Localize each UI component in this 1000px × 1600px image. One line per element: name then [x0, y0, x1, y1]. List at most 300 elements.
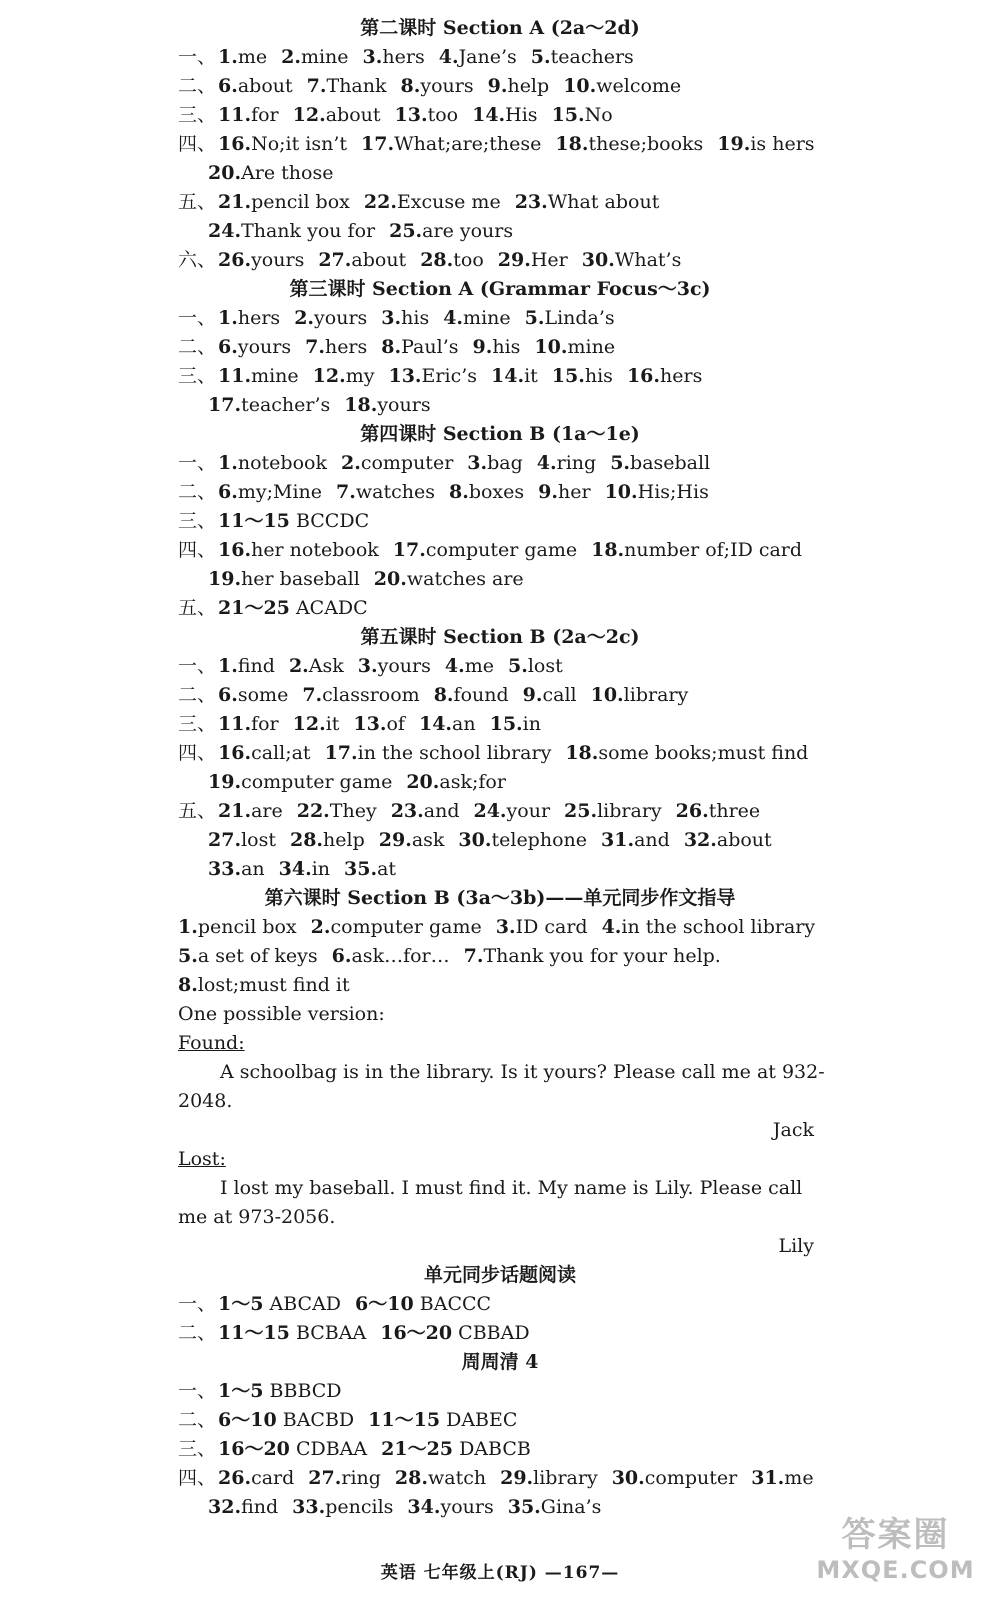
- question-number: 33.: [292, 1496, 326, 1518]
- answer-item: [218, 75, 293, 97]
- answer-text: is hers: [750, 133, 815, 155]
- answer-item: [591, 539, 802, 561]
- answer-item: [218, 191, 350, 213]
- answer-item: [361, 133, 541, 155]
- page-footer: 英语 七年级上(RJ) —167—: [380, 1563, 620, 1583]
- question-number: 16.: [218, 539, 252, 561]
- answer-text: hers: [237, 307, 281, 329]
- question-number: 18.: [555, 133, 589, 155]
- answer-item: [311, 916, 482, 938]
- question-number: 15.: [551, 365, 585, 387]
- answer-text: BACCC: [419, 1293, 492, 1315]
- answer-text: card: [251, 1467, 295, 1489]
- question-number: 7.: [305, 336, 325, 358]
- question-number: 6.: [331, 945, 352, 967]
- answer-text: Linda’s: [544, 307, 615, 329]
- answer-item: [379, 829, 445, 851]
- answer-text: watches: [355, 481, 435, 503]
- question-number: 10.: [604, 481, 638, 503]
- answer-item: [218, 249, 304, 271]
- question-number: 27.: [208, 829, 242, 851]
- answer-text: his: [584, 365, 613, 387]
- answer-item: [602, 916, 816, 938]
- answer-text: hers: [382, 46, 425, 68]
- answer-item: [381, 307, 429, 329]
- answer-item: [358, 655, 431, 677]
- answer-text: me: [237, 46, 268, 68]
- answer-text: about: [716, 829, 772, 851]
- answer-line: [0, 971, 1000, 1000]
- answer-item: [467, 452, 523, 474]
- answer-text: lost;must find it: [197, 974, 350, 996]
- answer-text: yours: [251, 249, 305, 271]
- answer-item: [563, 75, 681, 97]
- answer-item: [208, 394, 330, 416]
- answer-item: [218, 365, 299, 387]
- question-number: 11～15: [218, 510, 290, 532]
- answer-text: library: [533, 1467, 598, 1489]
- answer-item: [218, 104, 279, 126]
- answer-text: lost: [527, 655, 563, 677]
- answer-text: help: [507, 75, 550, 97]
- answer-item: [218, 742, 311, 764]
- question-number: 5.: [507, 655, 528, 677]
- answer-text: No;it isn’t: [251, 133, 348, 155]
- answer-item: [218, 1322, 366, 1344]
- answer-item: [401, 75, 474, 97]
- answer-text: these;books: [588, 133, 704, 155]
- question-number: 35.: [507, 1496, 541, 1518]
- answer-text: watches are: [406, 568, 524, 590]
- answer-item: [458, 829, 587, 851]
- question-number: 15.: [489, 713, 523, 735]
- question-number: 13.: [394, 104, 428, 126]
- answer-item: [218, 713, 279, 735]
- answer-text: BCBAA: [295, 1322, 367, 1344]
- answer-item: [393, 539, 577, 561]
- answer-line: [0, 188, 1000, 217]
- answer-text: about: [325, 104, 381, 126]
- answer-line: [0, 1290, 1000, 1319]
- answer-item: [218, 1293, 341, 1315]
- answer-line: [0, 43, 1000, 72]
- answer-text: mine: [300, 46, 349, 68]
- answer-item: [289, 655, 344, 677]
- answer-item: [389, 220, 513, 242]
- answer-line: [0, 826, 1000, 855]
- answer-text: ask: [411, 829, 445, 851]
- answer-text: yours: [237, 336, 292, 358]
- answer-item: [292, 1496, 393, 1518]
- question-number: 4.: [601, 916, 622, 938]
- question-number: 24.: [473, 800, 507, 822]
- answer-text: number of;ID card: [624, 539, 803, 561]
- answer-line: [0, 304, 1000, 333]
- answer-text: ring: [556, 452, 597, 474]
- question-number: 31.: [601, 829, 635, 851]
- answer-line: [0, 1435, 1000, 1464]
- part-label: 六、: [178, 249, 217, 271]
- answer-item: [552, 104, 613, 126]
- answer-text: mine: [463, 307, 511, 329]
- answer-item: [363, 46, 425, 68]
- answer-text: an: [241, 858, 265, 880]
- answer-item: [279, 858, 330, 880]
- answer-item: [591, 684, 689, 706]
- answer-line: [0, 710, 1000, 739]
- answer-item: [627, 365, 702, 387]
- question-number: 14.: [418, 713, 453, 735]
- answer-text: for: [251, 104, 279, 126]
- question-number: 11～15: [368, 1409, 441, 1431]
- answer-text: ID card: [515, 916, 588, 938]
- answer-item: [218, 1467, 294, 1489]
- answer-line: [0, 507, 1000, 536]
- answer-text: His: [505, 104, 538, 126]
- answer-text: too: [427, 104, 459, 126]
- part-label: 二、: [178, 684, 217, 706]
- question-number: 19.: [208, 771, 242, 793]
- question-number: 9.: [487, 75, 508, 97]
- answer-item: [305, 336, 367, 358]
- question-number: 7.: [463, 945, 484, 967]
- essay-paragraph: A schoolbag is in the library. Is it yours? Please call me at 932-: [220, 1061, 825, 1083]
- question-number: 11.: [218, 104, 252, 126]
- answer-item: [218, 1380, 342, 1402]
- question-number: 26.: [675, 800, 709, 822]
- answer-text: and: [423, 800, 460, 822]
- question-number: 23.: [390, 800, 424, 822]
- answer-item: [307, 75, 387, 97]
- answer-line: [0, 942, 1000, 971]
- answer-item: [293, 104, 381, 126]
- answer-text: his: [492, 336, 521, 358]
- answer-text: and: [634, 829, 670, 851]
- question-number: 20.: [406, 771, 440, 793]
- answer-item: [353, 713, 405, 735]
- answer-item: [582, 249, 682, 271]
- answer-text: Excuse me: [396, 191, 501, 213]
- question-number: 34.: [278, 858, 312, 880]
- essay-text: One possible version:: [178, 1003, 385, 1025]
- question-number: 2.: [340, 452, 361, 474]
- answer-text: find: [241, 1496, 279, 1518]
- question-number: 10.: [563, 75, 597, 97]
- answer-line: [0, 130, 1000, 159]
- answer-item: [684, 829, 772, 851]
- answer-item: [508, 655, 563, 677]
- question-number: 26.: [218, 249, 252, 271]
- answer-text: They: [329, 800, 377, 822]
- question-number: 17.: [361, 133, 395, 155]
- answer-item: [490, 713, 541, 735]
- part-label: 三、: [178, 365, 217, 387]
- answer-item: [218, 481, 322, 503]
- answer-item: [439, 46, 517, 68]
- answer-line: [0, 768, 1000, 797]
- question-number: 13.: [388, 365, 422, 387]
- question-number: 29.: [500, 1467, 534, 1489]
- answer-text: computer game: [241, 771, 393, 793]
- answer-text: in: [311, 858, 331, 880]
- answer-item: [290, 829, 365, 851]
- answer-item: [355, 1293, 491, 1315]
- answer-text: bag: [487, 452, 523, 474]
- answer-item: [368, 1409, 517, 1431]
- question-number: 17.: [208, 394, 242, 416]
- answer-item: [498, 249, 568, 271]
- answer-text: in the school library: [357, 742, 552, 764]
- answer-text: Her: [530, 249, 568, 271]
- question-number: 1.: [178, 916, 198, 938]
- answer-text: too: [453, 249, 484, 271]
- answer-text: watch: [427, 1467, 487, 1489]
- question-number: 7.: [336, 481, 356, 503]
- answer-item: [496, 916, 588, 938]
- question-number: 23.: [514, 191, 548, 213]
- answer-item: [293, 713, 340, 735]
- answer-item: [281, 46, 348, 68]
- part-label: 五、: [178, 191, 217, 213]
- question-number: 33.: [208, 858, 242, 880]
- question-number: 9.: [538, 481, 558, 503]
- part-label: 四、: [178, 742, 217, 764]
- answer-item: [341, 452, 453, 474]
- essay-paragraph: I lost my baseball. I must find it. My name is Lily. Please call: [220, 1177, 803, 1199]
- question-number: 5.: [178, 945, 198, 967]
- answer-item: [380, 1322, 529, 1344]
- answer-item: [555, 133, 703, 155]
- section-title: 第四课时 Section B (1a～1e): [360, 423, 640, 445]
- question-number: 6.: [218, 684, 238, 706]
- answer-item: [218, 539, 379, 561]
- answer-text: teachers: [550, 46, 634, 68]
- question-number: 5.: [610, 452, 631, 474]
- answer-text: hers: [324, 336, 368, 358]
- question-number: 11.: [218, 365, 252, 387]
- answer-item: [218, 452, 327, 474]
- answer-text: yours: [314, 307, 368, 329]
- answer-item: [336, 481, 435, 503]
- answer-text: BACBD: [282, 1409, 355, 1431]
- question-number: 21.: [218, 800, 252, 822]
- answer-text: me: [784, 1467, 814, 1489]
- answer-item: [318, 249, 406, 271]
- question-number: 3.: [357, 655, 378, 677]
- answer-text: a set of keys: [197, 945, 318, 967]
- answer-line: [0, 333, 1000, 362]
- answer-item: [751, 1467, 813, 1489]
- answer-item: [610, 452, 710, 474]
- question-number: 30.: [458, 829, 492, 851]
- answer-item: [488, 75, 550, 97]
- question-number: 35.: [344, 858, 378, 880]
- answer-text: yours: [377, 394, 431, 416]
- answer-item: [218, 1438, 367, 1460]
- answer-item: [523, 684, 577, 706]
- answer-item: [434, 684, 509, 706]
- answer-text: her notebook: [251, 539, 379, 561]
- answer-text: boxes: [468, 481, 525, 503]
- answer-text: Paul’s: [401, 336, 459, 358]
- question-number: 5.: [524, 307, 545, 329]
- answer-item: [395, 104, 459, 126]
- answer-text: Thank you for your help.: [483, 945, 721, 967]
- question-number: 6～10: [355, 1293, 414, 1315]
- section-title: 第二课时 Section A (2a～2d): [360, 17, 640, 39]
- answer-item: [381, 336, 458, 358]
- question-number: 3.: [362, 46, 383, 68]
- answer-text: BBBCD: [269, 1380, 342, 1402]
- answer-item: [464, 945, 721, 967]
- answer-text: DABCB: [459, 1438, 531, 1460]
- answer-text: CDBAA: [295, 1438, 368, 1460]
- answer-item: [218, 133, 347, 155]
- answer-item: [178, 974, 350, 996]
- answer-text: CBBAD: [458, 1322, 530, 1344]
- question-number: 20.: [373, 568, 407, 590]
- answer-item: [525, 307, 615, 329]
- question-number: 18.: [344, 394, 378, 416]
- answer-item: [218, 684, 288, 706]
- answer-item: [218, 510, 369, 532]
- answer-text: library: [597, 800, 662, 822]
- answer-item: [218, 597, 368, 619]
- answer-text: baseball: [630, 452, 711, 474]
- question-number: 12.: [312, 365, 346, 387]
- question-number: 7.: [306, 75, 327, 97]
- answer-item: [208, 568, 360, 590]
- answer-item: [388, 365, 477, 387]
- question-number: 25.: [564, 800, 598, 822]
- question-number: 13.: [353, 713, 387, 735]
- answer-text: are yours: [422, 220, 514, 242]
- answer-line: [0, 681, 1000, 710]
- answer-item: [332, 945, 450, 967]
- question-number: 32.: [683, 829, 717, 851]
- answer-text: of: [386, 713, 405, 735]
- answer-text: computer game: [425, 539, 578, 561]
- question-number: 32.: [208, 1496, 242, 1518]
- answer-text: His;His: [637, 481, 709, 503]
- answer-line: [0, 594, 1000, 623]
- answer-item: [294, 307, 367, 329]
- answer-text: yours: [420, 75, 474, 97]
- answer-text: ring: [341, 1467, 381, 1489]
- answer-text: Eric’s: [421, 365, 478, 387]
- answer-text: me: [464, 655, 494, 677]
- answer-text: computer game: [330, 916, 482, 938]
- part-label: 五、: [178, 800, 217, 822]
- answer-item: [406, 771, 506, 793]
- answer-item: [538, 481, 590, 503]
- question-number: 1.: [218, 46, 238, 68]
- answer-line: [0, 217, 1000, 246]
- answer-text: an: [452, 713, 476, 735]
- answer-text: ABCAD: [269, 1293, 342, 1315]
- question-number: 9.: [522, 684, 543, 706]
- question-number: 3.: [381, 307, 402, 329]
- answer-item: [552, 365, 613, 387]
- answer-line: [0, 159, 1000, 188]
- answer-line: [0, 478, 1000, 507]
- answer-item: [308, 1467, 381, 1489]
- answer-text: his: [401, 307, 430, 329]
- question-number: 21.: [218, 191, 252, 213]
- watermark-url: MXQE.COM: [816, 1556, 975, 1584]
- question-number: 24.: [208, 220, 242, 242]
- answer-text: notebook: [237, 452, 327, 474]
- question-number: 27.: [318, 249, 352, 271]
- question-number: 16～20: [380, 1322, 453, 1344]
- part-label: 三、: [178, 1438, 217, 1460]
- question-number: 29.: [378, 829, 412, 851]
- answer-text: yours: [377, 655, 431, 677]
- answer-item: [218, 655, 275, 677]
- answer-line: [0, 449, 1000, 478]
- question-number: 19.: [208, 568, 242, 590]
- answer-text: my;Mine: [237, 481, 323, 503]
- question-number: 4.: [443, 307, 464, 329]
- answer-text: yours: [440, 1496, 494, 1518]
- section-title: 第六课时 Section B (3a～3b)——单元同步作文指导: [264, 887, 736, 909]
- question-number: 2.: [294, 307, 315, 329]
- answer-item: [449, 481, 524, 503]
- part-label: 二、: [178, 481, 217, 503]
- question-number: 1.: [218, 307, 238, 329]
- notice-heading: Found:: [178, 1032, 245, 1054]
- answer-item: [325, 742, 552, 764]
- question-number: 16.: [218, 742, 252, 764]
- question-number: 6.: [218, 481, 238, 503]
- question-number: 14.: [472, 104, 506, 126]
- essay-text: me at 973-2056.: [178, 1206, 336, 1228]
- answer-item: [208, 771, 392, 793]
- question-number: 8.: [381, 336, 402, 358]
- answer-item: [374, 568, 524, 590]
- question-number: 10.: [534, 336, 568, 358]
- question-number: 12.: [292, 104, 326, 126]
- answer-line: [0, 1319, 1000, 1348]
- answer-item: [473, 800, 550, 822]
- answer-text: in the school library: [621, 916, 816, 938]
- answer-item: [297, 800, 377, 822]
- part-label: 二、: [178, 336, 217, 358]
- answer-text: three: [708, 800, 761, 822]
- answer-item: [218, 800, 283, 822]
- question-number: 28.: [394, 1467, 428, 1489]
- section-title: 第五课时 Section B (2a～2c): [360, 626, 640, 648]
- answer-text: about: [351, 249, 407, 271]
- question-number: 18.: [591, 539, 625, 561]
- essay-signature: Lily: [778, 1235, 814, 1257]
- answer-text: pencil box: [251, 191, 350, 213]
- answer-line: [0, 72, 1000, 101]
- answer-item: [208, 220, 375, 242]
- answer-text: teacher’s: [241, 394, 331, 416]
- answer-text: pencils: [325, 1496, 394, 1518]
- answer-text: ACADC: [295, 597, 368, 619]
- answer-text: call: [542, 684, 577, 706]
- section-title: 单元同步话题阅读: [423, 1264, 576, 1286]
- answer-item: [344, 394, 430, 416]
- question-number: 1.: [218, 452, 238, 474]
- answer-item: [218, 46, 267, 68]
- question-number: 1～5: [218, 1380, 264, 1402]
- question-number: 9.: [472, 336, 493, 358]
- answer-text: classroom: [322, 684, 420, 706]
- question-number: 30.: [611, 1467, 645, 1489]
